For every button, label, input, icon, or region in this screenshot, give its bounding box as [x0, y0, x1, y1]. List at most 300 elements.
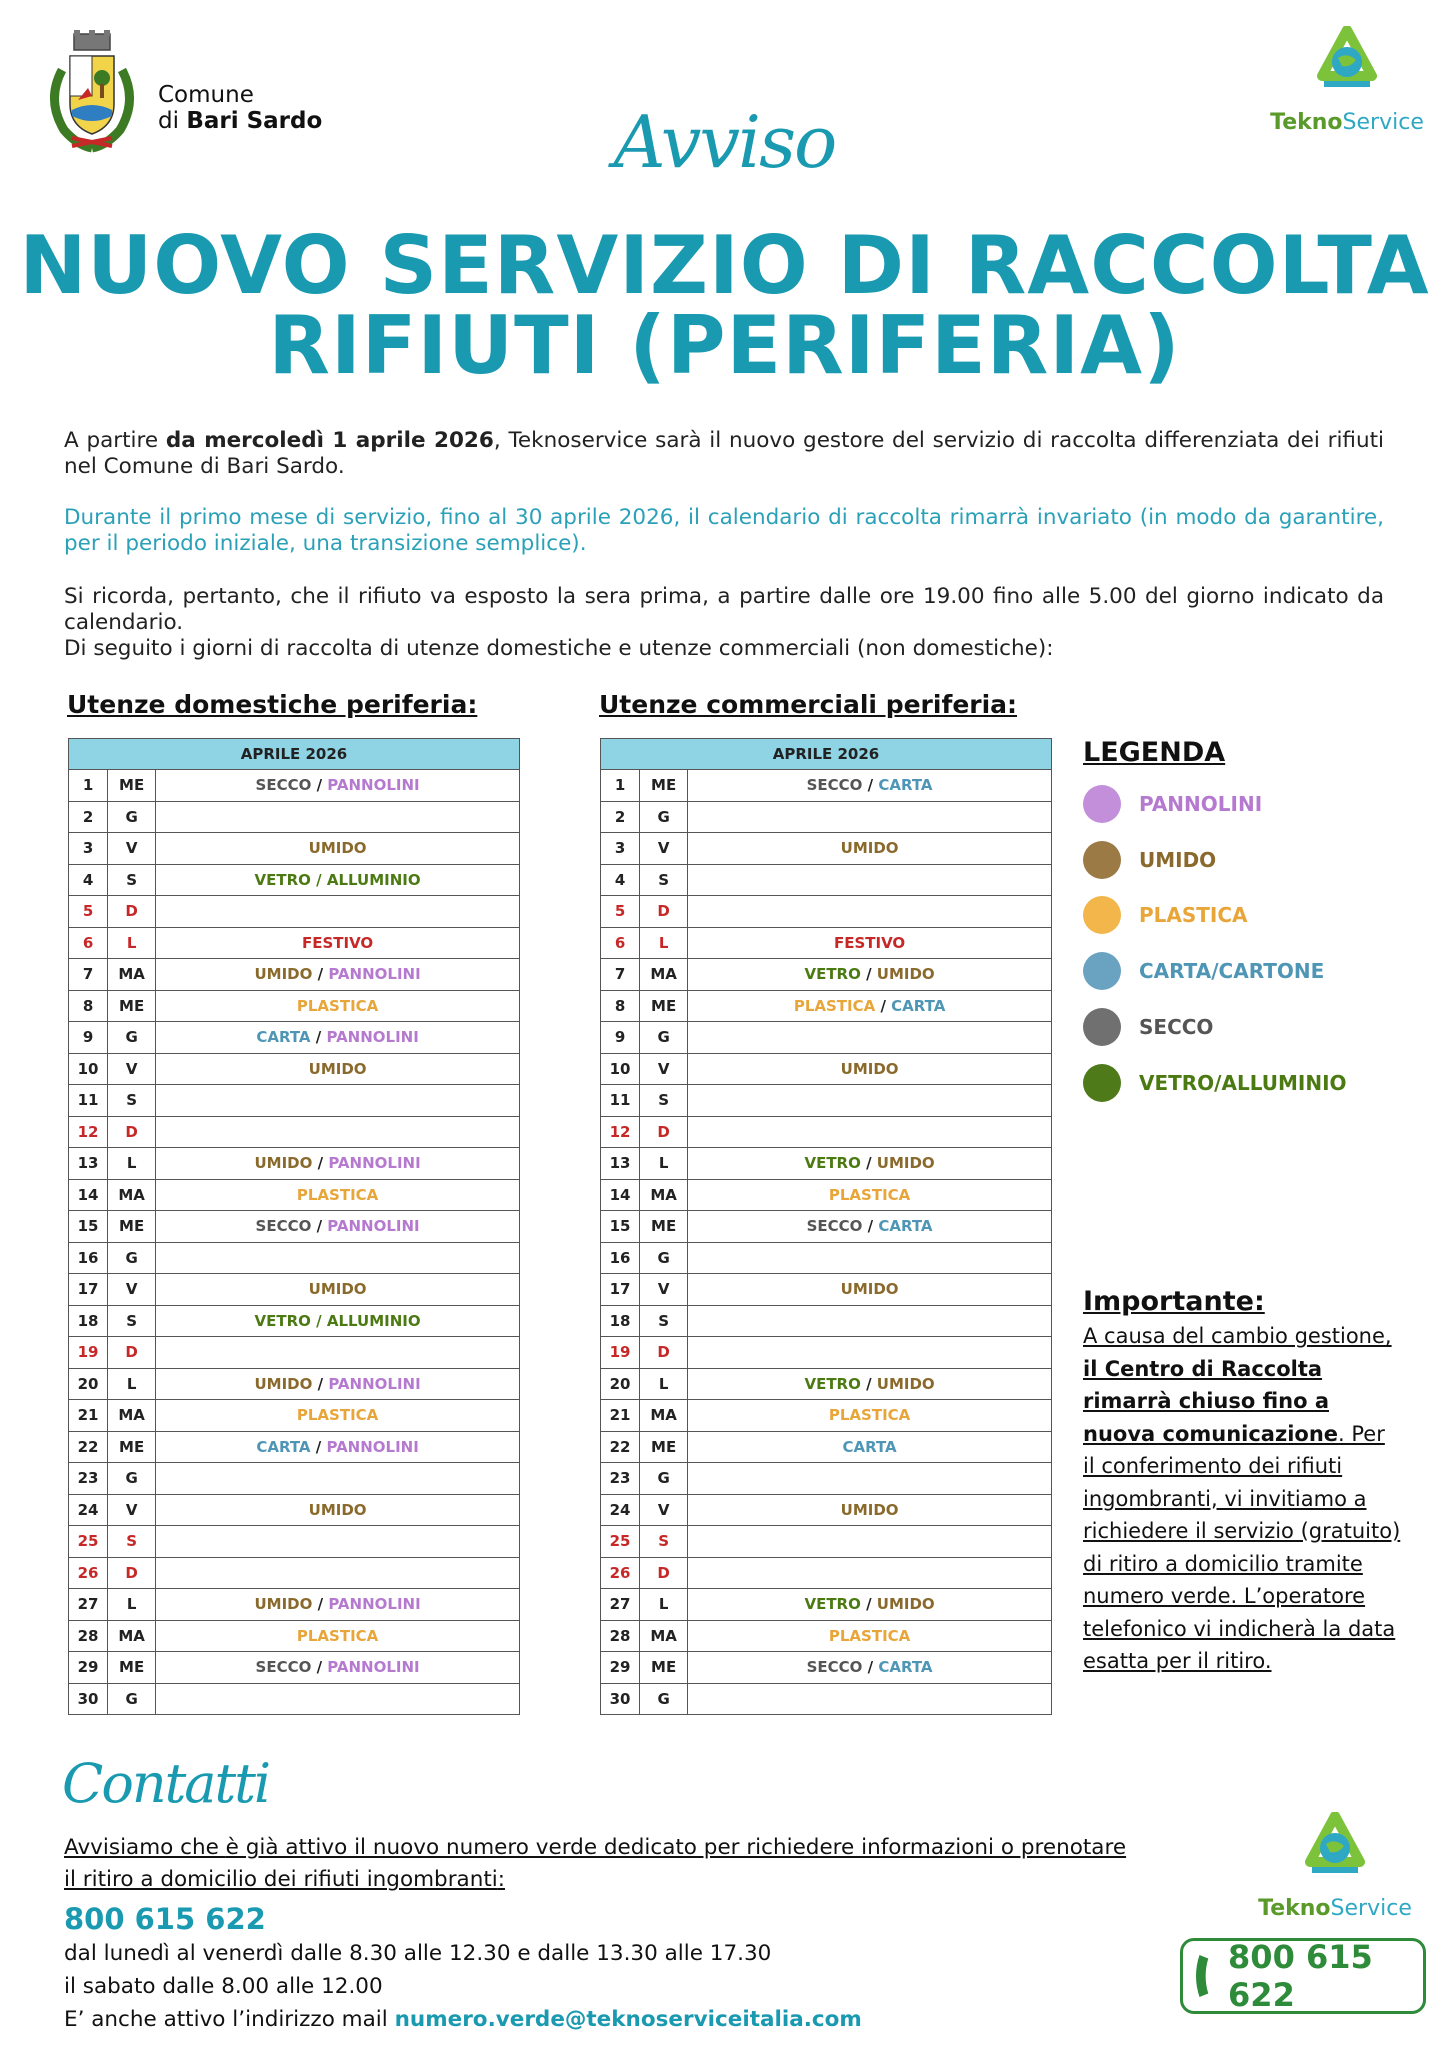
waste-types	[688, 959, 1052, 991]
commercial-calendar-body	[601, 770, 1052, 1715]
waste-pannolini: PANNOLINI	[327, 776, 420, 795]
day-number: 12	[69, 1116, 108, 1148]
day-number: 3	[69, 833, 108, 865]
commercial-row	[601, 1274, 1052, 1306]
recycle-icon	[1250, 1812, 1420, 1892]
commercial-row	[601, 1431, 1052, 1463]
waste-types	[156, 959, 520, 991]
weekday: ME	[640, 1431, 688, 1463]
commercial-row	[601, 864, 1052, 896]
waste-umido: UMIDO	[254, 965, 313, 984]
intro-paragraph-2: Durante il primo mese di servizio, fino al 30 aprile 2026, il calendario di raccolta rimarrà invariato (in modo da garantire, per il periodo iniziale, una transizione semplice).	[64, 505, 1384, 556]
waste-secco: SECCO	[806, 776, 863, 795]
waste-types	[156, 1526, 520, 1558]
domestic-row	[69, 927, 520, 959]
weekday: L	[108, 927, 156, 959]
weekday: S	[108, 1526, 156, 1558]
weekday: MA	[108, 959, 156, 991]
waste-umido: UMIDO	[308, 1059, 367, 1078]
domestic-row	[69, 1085, 520, 1117]
waste-types	[688, 1368, 1052, 1400]
waste-carta: CARTA	[891, 996, 946, 1015]
weekday: D	[108, 1557, 156, 1589]
waste-umido: UMIDO	[876, 1154, 935, 1173]
waste-plastica: PLASTICA	[296, 1185, 379, 1204]
weekday: G	[640, 1242, 688, 1274]
waste-types	[688, 801, 1052, 833]
domestic-row	[69, 1400, 520, 1432]
commercial-row	[601, 1305, 1052, 1337]
weekday: ME	[640, 1211, 688, 1243]
waste-pannolini: PANNOLINI	[327, 1217, 420, 1236]
weekday: L	[108, 1148, 156, 1180]
commercial-row	[601, 1148, 1052, 1180]
commercial-row	[601, 1211, 1052, 1243]
domestic-month-header: APRILE 2026	[69, 739, 520, 770]
weekday: V	[640, 1053, 688, 1085]
weekday: D	[640, 896, 688, 928]
commercial-row	[601, 1337, 1052, 1369]
legend-label: VETRO/ALLUMINIO	[1139, 1071, 1347, 1095]
legend-color-dot	[1083, 1064, 1121, 1102]
waste-plastica: PLASTICA	[296, 1626, 379, 1645]
day-number: 2	[69, 801, 108, 833]
day-number: 1	[69, 770, 108, 802]
domestic-row	[69, 1494, 520, 1526]
day-number: 29	[601, 1652, 640, 1684]
waste-types	[688, 1274, 1052, 1306]
legend-label: CARTA/CARTONE	[1139, 959, 1325, 983]
waste-umido: UMIDO	[254, 1595, 313, 1614]
weekday: ME	[108, 1431, 156, 1463]
waste-plastica: PLASTICA	[828, 1406, 911, 1425]
day-number: 9	[69, 1022, 108, 1054]
page-title-line1: NUOVO SERVIZIO DI RACCOLTA	[19, 219, 1430, 312]
waste-types	[156, 990, 520, 1022]
waste-types	[688, 1683, 1052, 1715]
commercial-row	[601, 927, 1052, 959]
waste-types	[156, 1620, 520, 1652]
weekday: V	[108, 1494, 156, 1526]
day-number: 16	[69, 1242, 108, 1274]
legend-item	[1083, 784, 1262, 824]
day-number: 15	[601, 1211, 640, 1243]
waste-plastica: PLASTICA	[296, 996, 379, 1015]
day-number: 23	[601, 1463, 640, 1495]
weekday: G	[108, 801, 156, 833]
numero-verde-badge[interactable]	[1180, 1938, 1426, 2014]
legend-item	[1083, 951, 1324, 991]
waste-types	[156, 1337, 520, 1369]
weekday: V	[640, 833, 688, 865]
domestic-row	[69, 1557, 520, 1589]
day-number: 10	[69, 1053, 108, 1085]
waste-vetro: VETRO	[804, 965, 861, 984]
waste-types	[156, 1683, 520, 1715]
domestic-row	[69, 770, 520, 802]
waste-types	[688, 1179, 1052, 1211]
domestic-row	[69, 1463, 520, 1495]
day-number: 28	[69, 1620, 108, 1652]
day-number: 22	[601, 1431, 640, 1463]
waste-types	[156, 1053, 520, 1085]
day-number: 12	[601, 1116, 640, 1148]
weekday: S	[640, 864, 688, 896]
comune-city-bold: Bari Sardo	[186, 108, 323, 134]
day-number: 16	[601, 1242, 640, 1274]
weekday: G	[108, 1242, 156, 1274]
waste-types	[688, 927, 1052, 959]
weekday: D	[108, 896, 156, 928]
day-number: 29	[69, 1652, 108, 1684]
weekday: G	[640, 1463, 688, 1495]
weekday: S	[640, 1526, 688, 1558]
commercial-row	[601, 1242, 1052, 1274]
domestic-row	[69, 1116, 520, 1148]
waste-types	[688, 1589, 1052, 1621]
separator: /	[311, 776, 328, 795]
weekday: ME	[640, 770, 688, 802]
legend-color-dot	[1083, 841, 1121, 879]
waste-types	[156, 1463, 520, 1495]
weekday: MA	[640, 1400, 688, 1432]
waste-pannolini: PANNOLINI	[326, 1028, 419, 1047]
separator: /	[860, 1595, 877, 1614]
contacts-heading: Contatti	[62, 1752, 270, 1815]
day-number: 20	[69, 1368, 108, 1400]
legend-label: PLASTICA	[1139, 903, 1248, 927]
commercial-row	[601, 959, 1052, 991]
waste-plastica: PLASTICA	[793, 996, 876, 1015]
waste-umido: UMIDO	[254, 1154, 313, 1173]
day-number: 13	[601, 1148, 640, 1180]
waste-vetro: VETRO / ALLUMINIO	[254, 1311, 421, 1330]
legend-item	[1083, 1063, 1347, 1103]
waste-types	[688, 1116, 1052, 1148]
waste-plastica: PLASTICA	[828, 1626, 911, 1645]
waste-umido: UMIDO	[308, 839, 367, 858]
commercial-row	[601, 1053, 1052, 1085]
day-number: 13	[69, 1148, 108, 1180]
waste-types	[156, 1400, 520, 1432]
waste-vetro: VETRO / ALLUMINIO	[254, 870, 421, 889]
domestic-row	[69, 864, 520, 896]
legend-label: PANNOLINI	[1139, 792, 1263, 816]
domestic-row	[69, 1589, 520, 1621]
separator: /	[875, 996, 892, 1015]
day-number: 1	[601, 770, 640, 802]
domestic-row	[69, 1620, 520, 1652]
contacts-mail-link[interactable]: numero.verde@teknoserviceitalia.com	[394, 2007, 862, 2032]
waste-carta: CARTA	[878, 776, 933, 795]
waste-carta: CARTA	[878, 1217, 933, 1236]
commercial-month-header: APRILE 2026	[601, 739, 1052, 770]
commercial-row	[601, 990, 1052, 1022]
waste-types	[156, 1305, 520, 1337]
weekday: G	[640, 801, 688, 833]
day-number: 7	[601, 959, 640, 991]
commercial-row	[601, 1116, 1052, 1148]
weekday: ME	[640, 1652, 688, 1684]
separator: /	[312, 1374, 329, 1393]
day-number: 4	[601, 864, 640, 896]
legend-color-dot	[1083, 1008, 1121, 1046]
day-number: 11	[601, 1085, 640, 1117]
waste-types	[156, 896, 520, 928]
waste-types	[156, 1274, 520, 1306]
waste-types	[156, 1022, 520, 1054]
separator: /	[311, 1217, 328, 1236]
day-number: 17	[69, 1274, 108, 1306]
waste-types	[688, 1337, 1052, 1369]
important-text: A causa del cambio gestione, il Centro di Raccolta rimarrà chiuso fino a nuova comunicazione. Per il conferimento dei rifiuti ingombranti, vi invitiamo a richiedere il servizio (gratuito) di ritiro a domicilio tramite numero verde. L’operatore telefonico vi indicherà la data esatta per il ritiro.	[1083, 1324, 1401, 1673]
day-number: 24	[601, 1494, 640, 1526]
day-number: 6	[69, 927, 108, 959]
waste-types	[688, 1148, 1052, 1180]
day-number: 19	[601, 1337, 640, 1369]
commercial-row	[601, 1368, 1052, 1400]
day-number: 3	[601, 833, 640, 865]
day-number: 23	[69, 1463, 108, 1495]
weekday: ME	[640, 990, 688, 1022]
separator: /	[312, 965, 329, 984]
legend-label: SECCO	[1139, 1015, 1214, 1039]
commercial-section-title: Utenze commerciali periferia:	[599, 690, 1018, 719]
waste-types	[688, 1242, 1052, 1274]
waste-pannolini: PANNOLINI	[328, 1595, 421, 1614]
waste-umido: UMIDO	[308, 1280, 367, 1299]
day-number: 24	[69, 1494, 108, 1526]
waste-carta: CARTA	[256, 1028, 311, 1047]
important-title: Importante:	[1083, 1286, 1265, 1317]
day-number: 26	[69, 1557, 108, 1589]
waste-carta: CARTA	[842, 1437, 897, 1456]
day-number: 18	[69, 1305, 108, 1337]
legend-title: LEGENDA	[1083, 737, 1226, 768]
domestic-row	[69, 1211, 520, 1243]
domestic-row	[69, 833, 520, 865]
waste-umido: UMIDO	[840, 839, 899, 858]
day-number: 14	[69, 1179, 108, 1211]
separator: /	[862, 1217, 879, 1236]
waste-types	[156, 1116, 520, 1148]
numero-verde-number: 800 615 622	[1228, 1938, 1373, 2014]
domestic-row	[69, 1148, 520, 1180]
commercial-row	[601, 833, 1052, 865]
waste-types	[156, 1085, 520, 1117]
weekday: G	[640, 1022, 688, 1054]
waste-types	[688, 990, 1052, 1022]
waste-plastica: PLASTICA	[828, 1185, 911, 1204]
waste-umido: UMIDO	[308, 1500, 367, 1519]
weekday: MA	[640, 1179, 688, 1211]
page-title	[0, 219, 1449, 392]
day-number: 19	[69, 1337, 108, 1369]
day-number: 27	[601, 1589, 640, 1621]
weekday: S	[640, 1085, 688, 1117]
domestic-row	[69, 1431, 520, 1463]
recycle-icon	[1262, 26, 1432, 106]
weekday: S	[108, 864, 156, 896]
waste-carta: CARTA	[256, 1437, 311, 1456]
legend-item	[1083, 895, 1248, 935]
waste-types	[156, 1431, 520, 1463]
weekday: G	[108, 1463, 156, 1495]
waste-types	[156, 1494, 520, 1526]
waste-types	[688, 1400, 1052, 1432]
legend-label: UMIDO	[1139, 848, 1217, 872]
weekday: G	[640, 1683, 688, 1715]
waste-secco: SECCO	[255, 776, 312, 795]
intro-paragraph-3: Si ricorda, pertanto, che il rifiuto va esposto la sera prima, a partire dalle ore 19.00 fino alle 5.00 del giorno indicato da calendario.	[64, 584, 1384, 635]
waste-umido: UMIDO	[254, 1374, 313, 1393]
domestic-row	[69, 801, 520, 833]
comune-label: Comune	[158, 82, 254, 108]
waste-secco: SECCO	[255, 1658, 312, 1677]
waste-types	[688, 1463, 1052, 1495]
day-number: 8	[69, 990, 108, 1022]
weekday: L	[108, 1368, 156, 1400]
weekday: V	[640, 1274, 688, 1306]
waste-vetro: VETRO	[804, 1374, 861, 1393]
weekday: ME	[108, 770, 156, 802]
commercial-row	[601, 1557, 1052, 1589]
commercial-row	[601, 1179, 1052, 1211]
weekday: L	[640, 1589, 688, 1621]
domestic-row	[69, 1337, 520, 1369]
weekday: L	[640, 1148, 688, 1180]
weekday: MA	[108, 1620, 156, 1652]
weekday: ME	[108, 1211, 156, 1243]
weekday: D	[640, 1337, 688, 1369]
commercial-row	[601, 1085, 1052, 1117]
weekday: V	[108, 833, 156, 865]
contacts-hours-weekdays: dal lunedì al venerdì dalle 8.30 alle 12.30 e dalle 13.30 alle 17.30	[64, 1941, 772, 1966]
waste-types	[688, 896, 1052, 928]
day-number: 22	[69, 1431, 108, 1463]
waste-types	[156, 1589, 520, 1621]
teknoservice-wordmark: TeknoService	[1270, 110, 1424, 135]
domestic-calendar-table	[68, 738, 520, 1715]
separator: /	[862, 1658, 879, 1677]
weekday: S	[108, 1085, 156, 1117]
weekday: V	[108, 1274, 156, 1306]
domestic-row	[69, 896, 520, 928]
day-number: 8	[601, 990, 640, 1022]
teknoservice-wordmark: TeknoService	[1258, 1896, 1412, 1921]
waste-plastica: PLASTICA	[296, 1406, 379, 1425]
domestic-row	[69, 1242, 520, 1274]
waste-types	[688, 833, 1052, 865]
commercial-row	[601, 1022, 1052, 1054]
waste-types	[156, 1368, 520, 1400]
waste-types	[688, 1494, 1052, 1526]
weekday: D	[640, 1116, 688, 1148]
waste-festivo: FESTIVO	[301, 933, 374, 952]
day-number: 11	[69, 1085, 108, 1117]
waste-carta: CARTA	[878, 1658, 933, 1677]
weekday: MA	[108, 1179, 156, 1211]
separator: /	[860, 1374, 877, 1393]
day-number: 7	[69, 959, 108, 991]
waste-pannolini: PANNOLINI	[328, 1374, 421, 1393]
weekday: L	[108, 1589, 156, 1621]
domestic-section-title: Utenze domestiche periferia:	[67, 690, 478, 719]
waste-types	[688, 864, 1052, 896]
day-number: 4	[69, 864, 108, 896]
domestic-row	[69, 1179, 520, 1211]
waste-umido: UMIDO	[876, 965, 935, 984]
waste-types	[156, 770, 520, 802]
separator: /	[860, 965, 877, 984]
weekday: MA	[640, 1620, 688, 1652]
legend-color-dot	[1083, 896, 1121, 934]
waste-secco: SECCO	[806, 1217, 863, 1236]
waste-types	[156, 1211, 520, 1243]
weekday: S	[108, 1305, 156, 1337]
waste-festivo: FESTIVO	[833, 933, 906, 952]
waste-types	[156, 1557, 520, 1589]
weekday: V	[640, 1494, 688, 1526]
contacts-phone-number[interactable]: 800 615 622	[64, 1902, 266, 1936]
day-number: 20	[601, 1368, 640, 1400]
separator: /	[310, 1028, 327, 1047]
waste-pannolini: PANNOLINI	[328, 965, 421, 984]
commercial-row	[601, 770, 1052, 802]
domestic-row	[69, 1683, 520, 1715]
domestic-row	[69, 1274, 520, 1306]
waste-types	[688, 1085, 1052, 1117]
separator: /	[860, 1154, 877, 1173]
commercial-row	[601, 1652, 1052, 1684]
commercial-row	[601, 1463, 1052, 1495]
weekday: MA	[640, 959, 688, 991]
commercial-calendar-table	[600, 738, 1052, 1715]
domestic-row	[69, 1305, 520, 1337]
waste-types	[156, 1148, 520, 1180]
day-number: 25	[69, 1526, 108, 1558]
commercial-row	[601, 801, 1052, 833]
domestic-row	[69, 1022, 520, 1054]
waste-types	[688, 1053, 1052, 1085]
waste-vetro: VETRO	[804, 1595, 861, 1614]
legend-item	[1083, 1007, 1213, 1047]
day-number: 21	[601, 1400, 640, 1432]
waste-types	[688, 1211, 1052, 1243]
day-number: 30	[601, 1683, 640, 1715]
waste-pannolini: PANNOLINI	[326, 1437, 419, 1456]
waste-types	[156, 864, 520, 896]
waste-types	[688, 1022, 1052, 1054]
day-number: 5	[601, 896, 640, 928]
teknoservice-logo-bottom	[1250, 1812, 1420, 1922]
waste-umido: UMIDO	[876, 1595, 935, 1614]
weekday: D	[640, 1557, 688, 1589]
commercial-row	[601, 1400, 1052, 1432]
day-number: 2	[601, 801, 640, 833]
intro-paragraph-1: A partire da mercoledì 1 aprile 2026, Teknoservice sarà il nuovo gestore del servizio di raccolta differenziata dei rifiuti nel Comune di Bari Sardo.	[64, 428, 1384, 479]
commercial-row	[601, 1526, 1052, 1558]
day-number: 9	[601, 1022, 640, 1054]
commercial-row	[601, 1620, 1052, 1652]
waste-types	[156, 833, 520, 865]
legend-item	[1083, 840, 1216, 880]
waste-types	[156, 1179, 520, 1211]
waste-umido: UMIDO	[840, 1280, 899, 1299]
day-number: 6	[601, 927, 640, 959]
weekday: G	[108, 1022, 156, 1054]
commercial-row	[601, 1683, 1052, 1715]
